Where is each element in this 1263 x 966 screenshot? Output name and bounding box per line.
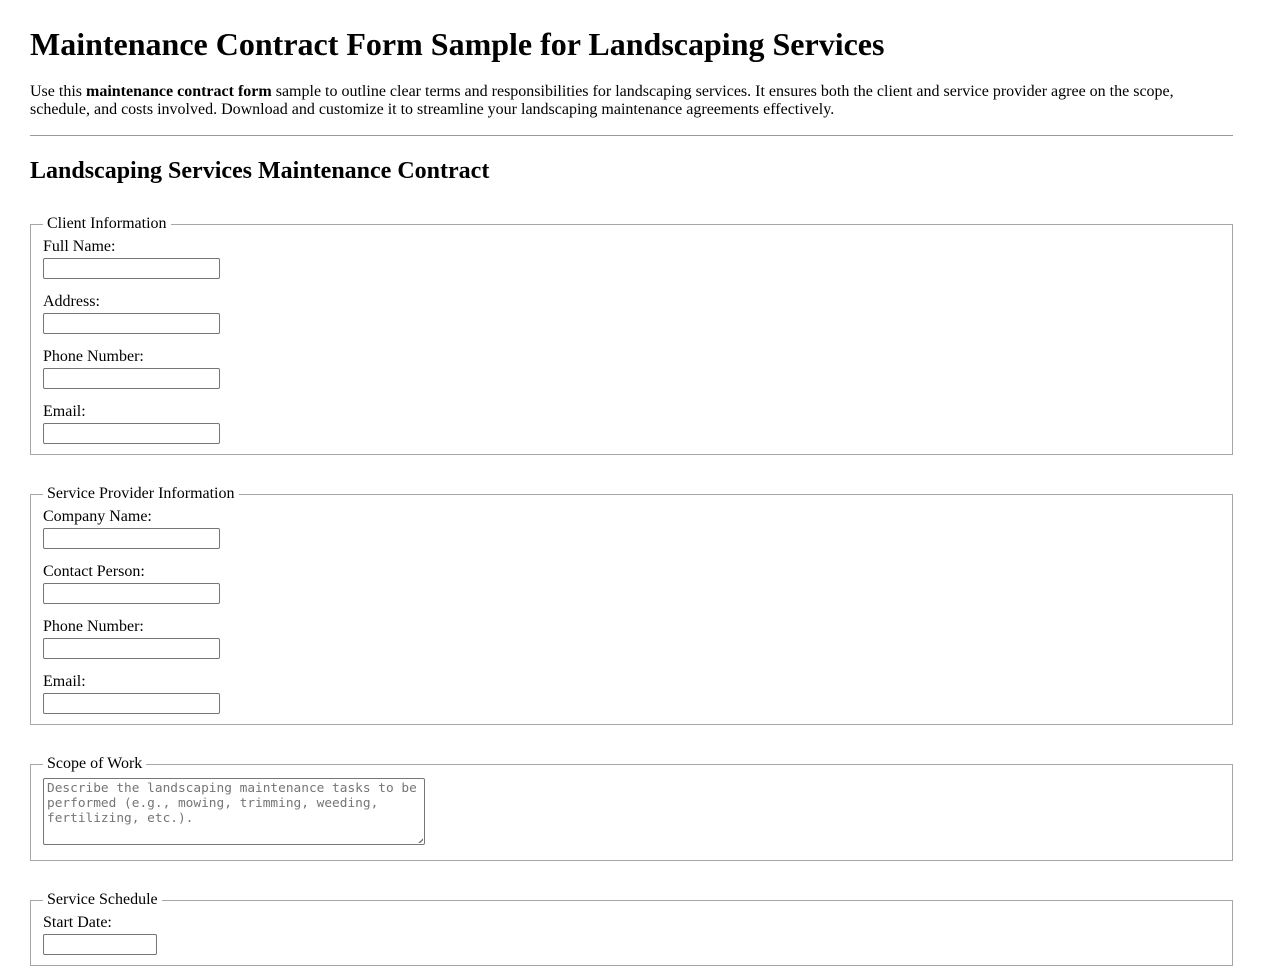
client-information-legend: Client Information [47, 215, 167, 233]
full-name-label: Full Name: [43, 238, 116, 256]
form-group [43, 618, 1220, 659]
form-group [43, 914, 1220, 955]
client-email-label: Email: [43, 403, 86, 421]
company-name-label: Company Name: [43, 508, 152, 526]
service-schedule-legend: Service Schedule [47, 891, 158, 909]
section-client-information [30, 215, 1233, 455]
scope-of-work-legend: Scope of Work [47, 755, 143, 773]
client-phone-number-label: Phone Number: [43, 348, 144, 366]
form-group [43, 563, 1220, 604]
intro-bold-phrase: maintenance contract form [86, 82, 272, 100]
address-input[interactable] [43, 313, 220, 334]
scope-of-work-textarea[interactable] [43, 778, 425, 845]
intro-paragraph [30, 83, 1233, 119]
service-provider-information-legend: Service Provider Information [47, 485, 235, 503]
divider [30, 135, 1233, 136]
address-label: Address: [43, 293, 100, 311]
form-group [43, 778, 1220, 850]
provider-email-input[interactable] [43, 693, 220, 714]
start-date-input[interactable] [43, 934, 157, 955]
textarea-wrapper [43, 778, 425, 845]
form-group [43, 348, 1220, 389]
contact-person-input[interactable] [43, 583, 220, 604]
provider-email-label: Email: [43, 673, 86, 691]
start-date-label: Start Date: [43, 914, 112, 932]
page-title: Maintenance Contract Form Sample for Landscaping Services [30, 26, 885, 62]
maintenance-contract-form [30, 215, 1233, 966]
client-phone-number-input[interactable] [43, 368, 220, 389]
form-group [43, 508, 1220, 549]
form-group [43, 293, 1220, 334]
form-group [43, 673, 1220, 714]
section-service-schedule [30, 891, 1233, 966]
intro-text-pre: Use this [30, 82, 86, 100]
form-group [43, 238, 1220, 279]
contact-person-label: Contact Person: [43, 563, 145, 581]
company-name-input[interactable] [43, 528, 220, 549]
intro-text-post: sample to outline clear terms and responsibilities for landscaping services. It ensures both the client and service provider agree on the scope, schedule, and costs involved. Download and customize it to streamline your landscaping maintenance agreements effectively. [30, 82, 1174, 118]
section-scope-of-work [30, 755, 1233, 861]
provider-phone-number-label: Phone Number: [43, 618, 144, 636]
client-email-input[interactable] [43, 423, 220, 444]
provider-phone-number-input[interactable] [43, 638, 220, 659]
section-service-provider-information [30, 485, 1233, 725]
form-group [43, 403, 1220, 444]
full-name-input[interactable] [43, 258, 220, 279]
form-heading: Landscaping Services Maintenance Contract [30, 157, 490, 184]
